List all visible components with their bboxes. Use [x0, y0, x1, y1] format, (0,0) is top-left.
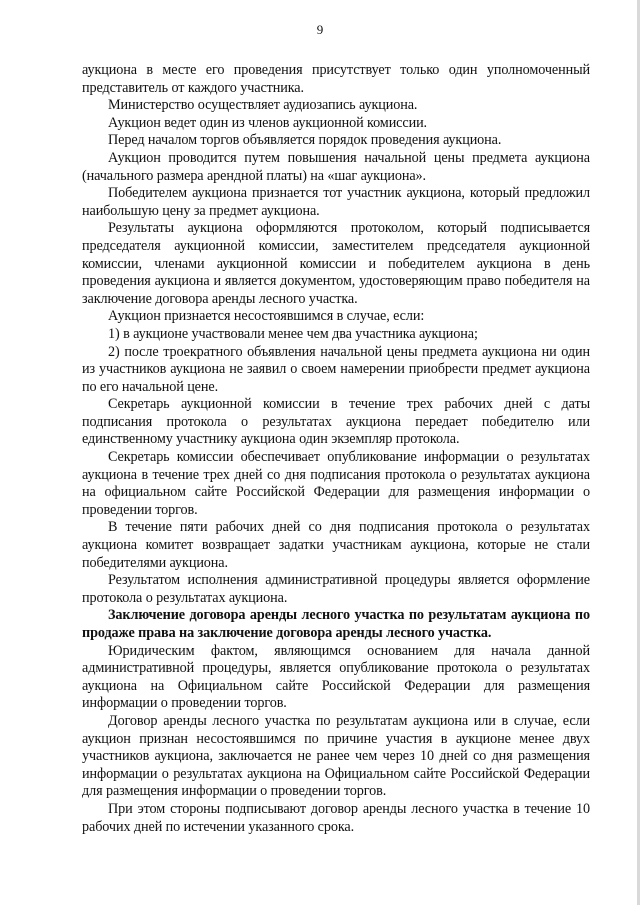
paragraph-signing: При этом стороны подписывают договор аренды лесного участка в течение 10 рабочих дней по истечении указанного срока.	[82, 800, 590, 835]
paragraph-continuation: аукциона в месте его проведения присутствует только один уполномоченный представитель от каждого участника.	[82, 62, 590, 96]
paragraph-auctioneer: Аукцион ведет один из членов аукционной комиссии.	[108, 114, 428, 131]
paragraph-winner: Победителем аукциона признается тот участник аукциона, который предложил наибольшую цену за предмет аукциона.	[82, 185, 590, 219]
paragraph-procedure-result: Результатом исполнения административной процедуры является оформление протокола о результатах аукциона.	[82, 572, 590, 606]
list-item-2: 2) после троекратного объявления начальной цены предмета аукциона ни один из участников аукциона не заявил о своем намерении приобрести предмет аукциона по его начальной цене.	[82, 343, 590, 395]
document-body	[82, 62, 590, 836]
paragraph-publication: Секретарь комиссии обеспечивает опубликование информации о результатах аукциона в течение трех дней со дня подписания протокола о результатах аукциона на официальном сайте Российской Федерации для размещения информации о проведении торгов.	[82, 449, 590, 518]
paragraph-legal-fact: Юридическим фактом, являющимся основанием для начала данной административной процедуры, является опубликование протокола о результатах аукциона на Официальном сайте Российской Федерации для размещения информации о проведении торгов.	[82, 642, 590, 712]
paragraph-protocol: Результаты аукциона оформляются протоколом, который подписывается председателя аукционной комиссии, заместителем председателя аукционной комиссии, членами аукционной комиссии и победителем аукциона в день проведения аукциона и является документом, удостоверяющим право победителя на заключение договора аренды лесного участка.	[82, 220, 590, 307]
paragraph-procedure-announcement: Перед началом торгов объявляется порядок проведения аукциона.	[108, 132, 502, 149]
paragraph-failed-auction: Аукцион признается несостоявшимся в случае, если:	[108, 308, 425, 325]
paragraph-audio-recording: Министерство осуществляет аудиозапись аукциона.	[108, 97, 418, 114]
paragraph-secretary-transfer: Секретарь аукционной комиссии в течение трех рабочих дней с даты подписания протокола о результатах аукциона передает победителю или единственному участнику аукциона один экземпляр протокола.	[82, 396, 590, 448]
paragraph-price-increase: Аукцион проводится путем повышения начальной цены предмета аукциона (начального размера арендной платы) на «шаг аукциона».	[82, 149, 590, 184]
paragraph-lease-contract: Договор аренды лесного участка по результатам аукциона или в случае, если аукцион признан несостоявшимся по причине участия в аукционе менее двух участников аукциона, заключается не ранее чем через 10 дней со дня размещения информации о результатах аукциона на Официальном сайте Российской Федерации для размещения информации о проведении торгов.	[82, 712, 590, 800]
page-number: 9	[316, 22, 324, 37]
section-heading: Заключение договора аренды лесного участка по результатам аукциона по продаже права на заключение договора аренды лесного участка.	[82, 607, 590, 641]
list-item-1: 1) в аукционе участвовали менее чем два участника аукциона;	[108, 325, 478, 342]
paragraph-deposit-return: В течение пяти рабочих дней со дня подписания протокола о результатах аукциона комитет возвращает задатки участникам аукциона, которые не стали победителями аукциона.	[82, 519, 590, 571]
